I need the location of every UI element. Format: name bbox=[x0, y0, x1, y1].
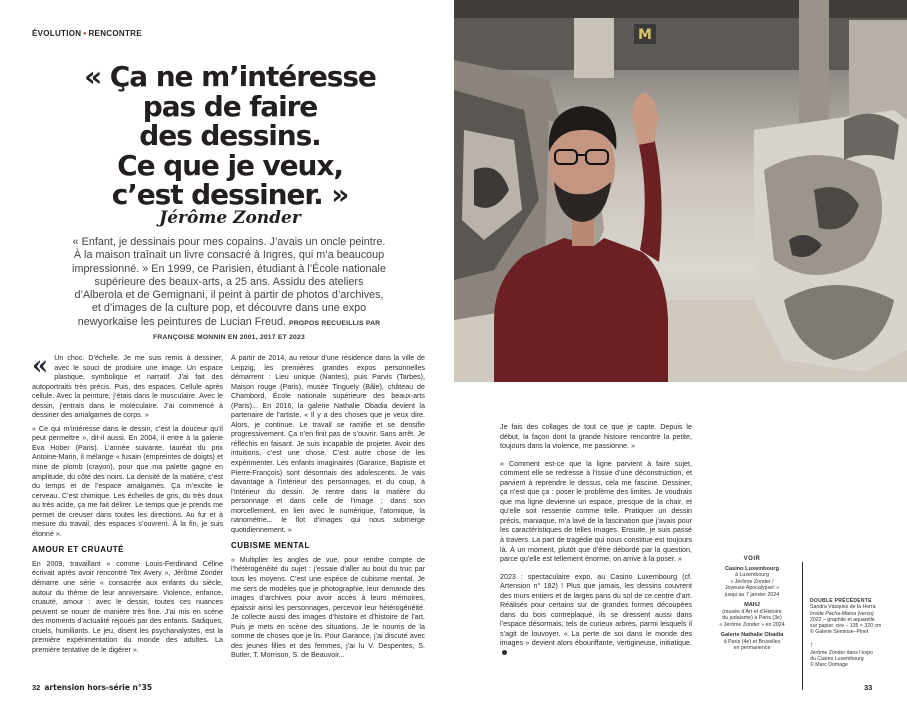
interview-credit: PROPOS RECUEILLIS PAR FRANÇOISE MONNIN EN 2001, 2017 ET 2023 bbox=[153, 319, 381, 342]
artist-photo bbox=[454, 0, 907, 382]
paragraph: « Un choc. D’échelle. Je me suis remis à dessiner, avec le souci de produire une image. Un espace plastique, symbolique et narratif. J’ai fait des autoportraits très précis. Puis, des espaces. Cellule après cellule. Avec la peinture, j’étais dans le musculaire. Avec le dessin, j’entrais dans le moléculaire. J’ai commencé à dessiner des amalgames de corps. » bbox=[32, 351, 223, 420]
article-column-3 bbox=[500, 423, 692, 663]
headline-line: pas de faire bbox=[142, 89, 318, 123]
headline-line: c’est dessiner. » bbox=[111, 178, 349, 211]
left-page bbox=[0, 0, 453, 706]
arrow-up-icon: ↑ bbox=[810, 641, 814, 649]
headline-line: des dessins. bbox=[139, 119, 321, 152]
sign-letter: M bbox=[638, 27, 652, 43]
intro-paragraph: « Enfant, je dessinais pour mes copains. J’avais un oncle peintre. À la maison traînait un livre consacré à Ingres, qui m’a beaucoup impressionné. » En 1999, ce Parisien, étudiant à l’École nationale supérieure des beaux-arts, a 25 ans. Assidu des ateliers d’Alberola et de Gemignani, il peint à partir de photos d’archives, et d’images de la culture pop, et découvre dans une expo newyorkaise les peintures de Lucian Freud. PROPOS RECUEILLIS PAR FRANÇOISE MONNIN EN 2001, 2017 ET 2023 bbox=[72, 236, 386, 342]
voir-sidebar bbox=[706, 556, 798, 656]
photo-captions: DOUBLE PRÉCÉDENTE Sandra Vásquez de la Horra Inside Pacha-Mama (verso) 2022 – graphite et aquarelle sur papier, cire – 135 × 320 cm © Galerie Semiose–Pinet ↑ Jérôme Zonder dans l’expo du Casino Luxembourg © Marc Domage bbox=[810, 598, 904, 669]
subheading: CUBISME MENTAL bbox=[231, 541, 310, 551]
paragraph: « Comment est-ce que la ligne parvient à faire sujet, comment elle se redresse à l’issue d’une déconstruction, et parvient à reprendre le dessus, cela me fascine. Dessiner, ça n’est que ça : poser le problème des limites. Je voudrais que ma ligne devienne un espace, presque de la chair, et qu’elle soit ressentie comme telle. Pratiquer un dessin précis, maniaque, m’a lavé de la fascination que j’avais pour les caractéristiques de telles images. Ensuite, je suis passé à travers. La part de tragédie qui nous constitue est toujours là. À un moment, plutôt que d’être débordé par la question, parce qu’elle est tellement énorme, on arrive à la poser. » bbox=[500, 459, 692, 564]
subheading: AMOUR ET CRUAUTÉ bbox=[32, 545, 124, 555]
voir-title: VOIR bbox=[743, 556, 761, 562]
headline-line: « Ça ne m’intéresse bbox=[84, 60, 376, 93]
voir-venue: MAHJ (musée d’Art et d’Histoire du judaïsme) à Paris (3e) « Jérôme Zonder » en 2024 bbox=[719, 602, 785, 628]
page-folio-right: 33 bbox=[864, 683, 873, 692]
section-kicker: ÉVOLUTION • RENCONTRE bbox=[32, 29, 142, 38]
paragraph: « Ce qui m’intéresse dans le dessin, c’est la douceur qu’il peut permettre », dit-il aussi. En 2004, il entre à la galerie Eva Hober (Paris). L’année suivante, lauréat du prix Antoine-Marin, il mélange « fusain (empreintes de doigts) et mine de plomb (crayon), pour que ma palette gagne en amplitude, du côté des noirs. La densité de la matière, c’est du temps et de l’espace amalgamés. Ça m’excite le cerveau. C’est chimique. Les échelles de gris, du très doux au très acide, ça me fait délirer. Le temps que je prends me permet de creuser dans toutes les directions. Au fur et à mesure du travail, des espaces s’ouvrent. À la fin, je suis étonné ». bbox=[32, 424, 223, 538]
article-column-1 bbox=[32, 351, 223, 659]
paragraph: Je fais des collages de tout ce que je capte. Depuis le début, la façon dont la grande histoire rencontre la petite, toujours dans la violence, me passionne. » bbox=[500, 423, 692, 451]
author-name: Jérôme Zonder bbox=[159, 208, 301, 228]
voir-venue: Casino Luxembourg à Luxembourg « Jérôme Zonder / Joyeuse Apocalypse! » jusqu’au 7 janvier 2024 bbox=[724, 565, 780, 598]
page-folio-left: 32 artension hors-série n°35 bbox=[32, 683, 153, 692]
paragraph: En 2009, travaillant « comme Louis-Ferdinand Céline écrivait après avoir rencontré Tex Avery », Jérôme Zonder démarre une série « consacrée aux enfants du siècle, autour du thème de leur anniversaire. Violence, enfance, cruauté, amour : avec le dessin, toutes ces nuances peuvent se nouer de manière très fine. J’ai mis en scène des moments d’actualité rejoués par des enfants. Sadiques, cruels, humiliants. Le jeu, disent les psychanalystes, est la première expérimentation du monde des adultes. La première tentative de le digérer ». bbox=[32, 559, 223, 654]
open-quote-mark: « bbox=[32, 351, 49, 381]
paragraph: À partir de 2014, au retour d’une résidence dans la ville de Leipzig, les premières grandes expos personnelles démarrent : Lieu unique (Nantes), puis Parvis (Tarbes), Maison rouge (Paris), musée Tinguely (Bâle), château de Chambord, École nationale supérieure des beaux-arts (Paris)... En 2016, la galerie Nathalie Obadia devient la partenaire de l’artiste. « Il y a des choses que je veux dire. Alors, je continue. Le travail se ramifie et se densifie progressivement. Ça n’en finit pas de s’ouvrir. Sans arrêt. Je réfléchis en faisant. Je suis incapable de projeter. Avoir des intuitions, c’est une chose. C’est autre chose de les expérimenter. Les enfants imaginaires (Garance, Baptiste et Pierre-François) sont désormais des adolescents. Je vais davantage à l’intérieur des personnages, et du coup, à l’intérieur du dessin. Je rentre dans la matière du personnage et dans celle de l’image ; dans son morcellement, en lien avec le numérique, l’atomique, la nanométrie... le flot d’images qui nous submerge quotidiennement. » bbox=[231, 354, 425, 534]
right-page bbox=[454, 0, 907, 706]
article-column-2 bbox=[231, 354, 425, 665]
headline-quote bbox=[40, 62, 420, 210]
paragraph: « Multiplier les angles de vue, pour rendre compte de l’hétérogénéité du sujet : j’essaie d’aller au bout du truc par tous les moyens. C’est une espèce de cubisme mental. Je me sers de modèles que je photographie, leur demande des images d’archives pour avoir accès à leurs mémoires, épaissir ainsi les personnages, percevoir leur hétérogénéité. Je collecte aussi des images d’histoire et d’histoire de l’art. Puis je mets en scène des situations. Je le nourris de la somme de choses que je lis. Pour Garance, j’ai discuté avec des jeunes filles et des femmes, j’ai lu V. Despentes, S. Butler, T. Morrison, S. de Beauvoir... bbox=[231, 555, 425, 660]
sidebar-rule bbox=[802, 562, 803, 690]
voir-venue: Galerie Nathalie Obadia à Paris (4e) et Bruxelles en permanence bbox=[720, 632, 784, 651]
paragraph: 2023 : spectaculaire expo, au Casino Luxembourg (cf. Artension n° 182) ! Plus que jamais, les dessins couvrent des murs entiers et de larges pans du sol de ce centre d’art. Réalisés pour certains sur de grandes formes découpées dans du bois contreplaqué, ils se dressent aussi dans l’espace désormais, tels de curieux arbres, parmi lesquels il s’agit de louvoyer. « La perte de soi dans le monde des images » devient alors ébouriffante, vertigineuse, initiatique. bbox=[500, 573, 692, 659]
caption-title: DOUBLE PRÉCÉDENTE bbox=[810, 598, 872, 604]
headline-line: Ce que je veux, bbox=[117, 148, 343, 182]
photo-illustration bbox=[454, 0, 907, 382]
